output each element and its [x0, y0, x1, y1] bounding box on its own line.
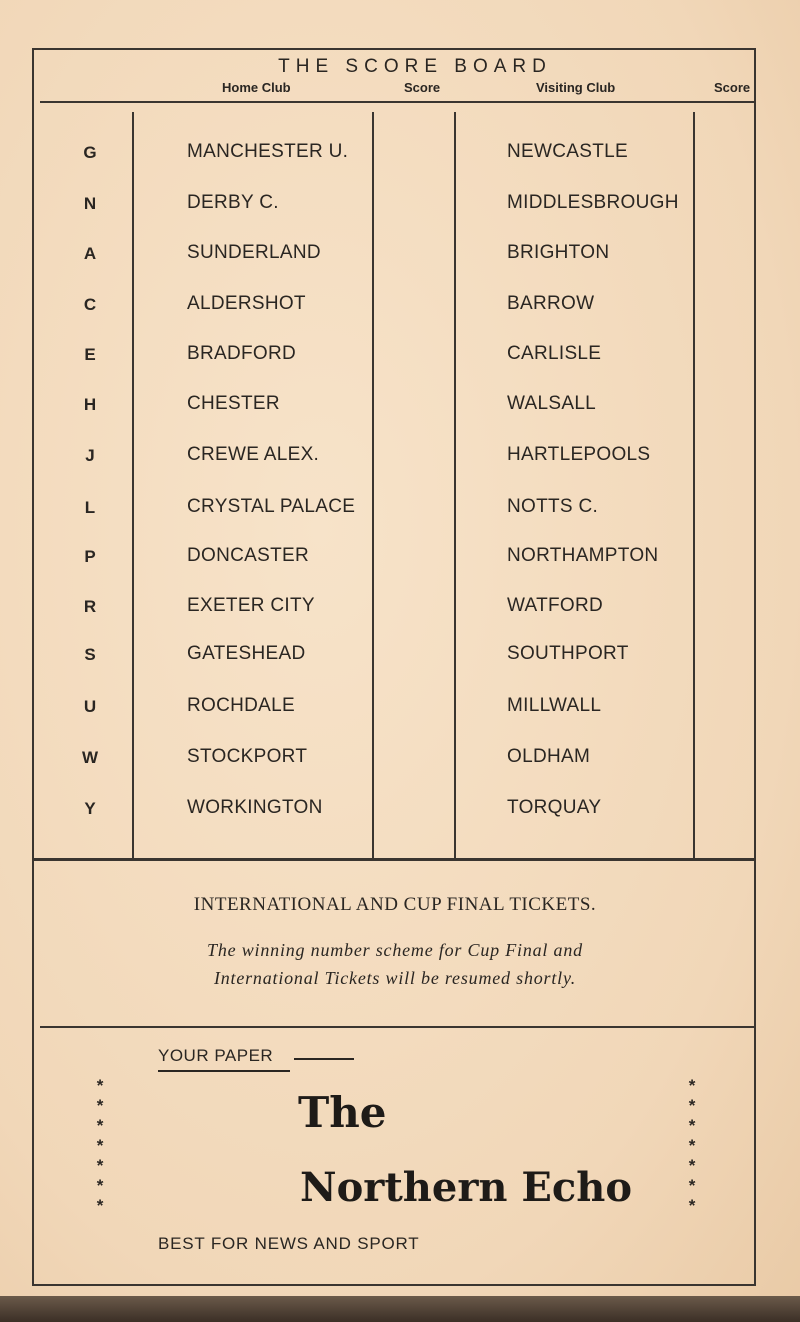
home-club: STOCKPORT [187, 746, 308, 767]
advert-divider [40, 1026, 756, 1028]
notice-line-2: International Tickets will be resumed shortly. [213, 968, 577, 988]
row-letter: R [83, 597, 97, 616]
home-club: GATESHEAD [187, 643, 306, 664]
visiting-club: TORQUAY [507, 797, 602, 818]
visiting-club: MIDDLESBROUGH [507, 192, 679, 213]
home-club: MANCHESTER U. [187, 141, 349, 162]
column-divider-visiting [454, 112, 456, 858]
table-bottom-rule [34, 858, 756, 861]
visiting-club: CARLISLE [507, 343, 602, 364]
scoreboard-frame [32, 48, 756, 1286]
advert-tagline: BEST FOR NEWS AND SPORT [158, 1234, 420, 1253]
home-club: DONCASTER [187, 545, 309, 566]
visiting-club: SOUTHPORT [507, 643, 629, 664]
row-letter: N [83, 194, 97, 213]
home-club: CREWE ALEX. [187, 444, 320, 465]
column-divider-home-score [372, 112, 374, 858]
row-letter: C [83, 295, 97, 314]
visiting-club: NOTTS C. [507, 496, 599, 517]
home-club: SUNDERLAND [187, 242, 321, 263]
visiting-club: WALSALL [507, 393, 597, 414]
row-letter: L [84, 498, 96, 517]
home-club: WORKINGTON [187, 797, 323, 818]
visiting-club: HARTLEPOOLS [507, 444, 651, 465]
header-home-club: Home Club [222, 80, 291, 95]
your-paper-underline [158, 1070, 290, 1072]
stars-right: * * * * * * * [688, 1076, 696, 1215]
header-visiting-club: Visiting Club [536, 80, 616, 95]
column-divider-letter [132, 112, 134, 858]
row-letter: J [85, 446, 95, 465]
visiting-club: NEWCASTLE [507, 141, 628, 162]
row-letter: S [84, 645, 96, 664]
row-letter: H [83, 395, 97, 414]
home-club: BRADFORD [187, 343, 297, 364]
row-letter: E [84, 345, 96, 364]
home-club: DERBY C. [187, 192, 279, 213]
page-edge-shadow [0, 1296, 800, 1322]
visiting-club: WATFORD [507, 595, 604, 616]
home-club: ALDERSHOT [187, 293, 306, 314]
notice-line-1: The winning number scheme for Cup Final and [207, 940, 583, 960]
home-club: CHESTER [187, 393, 280, 414]
home-club: ROCHDALE [187, 695, 295, 716]
header-score-home: Score [404, 80, 441, 95]
visiting-club: BRIGHTON [507, 242, 610, 263]
row-letter: Y [84, 799, 96, 818]
stars-left: * * * * * * * [96, 1076, 104, 1215]
notice-body [40, 936, 750, 992]
row-letter: A [83, 244, 97, 263]
visiting-club: NORTHAMPTON [507, 545, 659, 566]
brand-name-line-2: Northern Echo [300, 1164, 633, 1211]
home-club: CRYSTAL PALACE [187, 496, 356, 517]
scoreboard-title: THE SCORE BOARD [278, 56, 552, 77]
row-letter: W [81, 748, 99, 767]
row-letter: U [83, 697, 97, 716]
visiting-club: OLDHAM [507, 746, 591, 767]
visiting-club: MILLWALL [507, 695, 602, 716]
your-paper-dash [294, 1058, 354, 1060]
home-club: EXETER CITY [187, 595, 315, 616]
your-paper-label: YOUR PAPER [158, 1046, 274, 1065]
column-divider-away-score [693, 112, 695, 858]
header-divider [40, 101, 756, 103]
row-letter: G [83, 143, 97, 162]
row-letter: P [84, 547, 96, 566]
notice-title: INTERNATIONAL AND CUP FINAL TICKETS. [193, 894, 597, 915]
header-score-away: Score [714, 80, 751, 95]
brand-name-line-1: The [298, 1088, 387, 1137]
visiting-club: BARROW [507, 293, 595, 314]
